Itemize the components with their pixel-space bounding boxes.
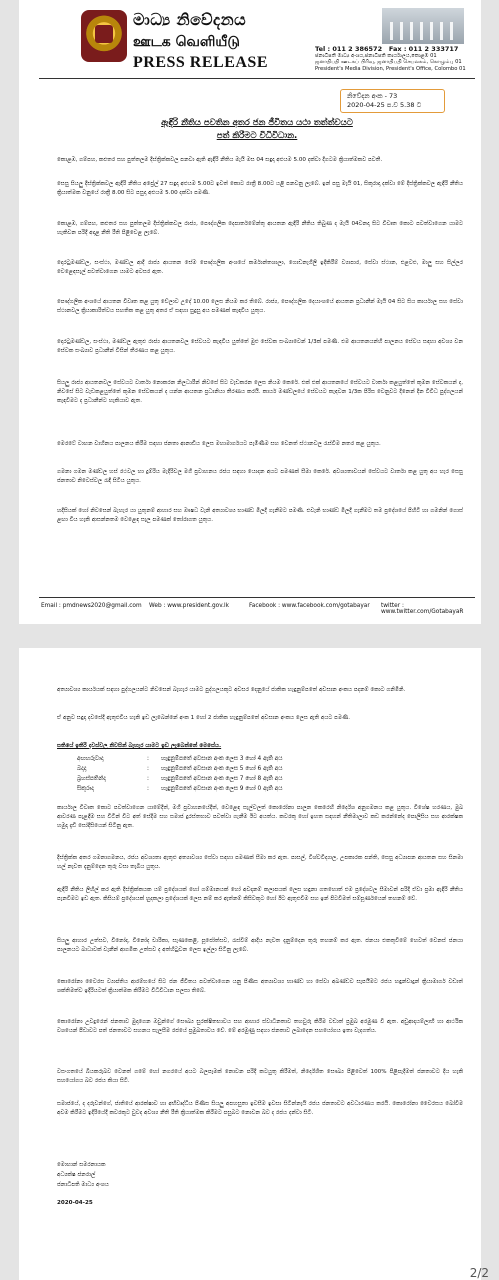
schedule-colon: : [147,766,149,772]
page-indicator: 2/2 [469,1266,489,1280]
paragraph: දොරටුමණ්ඩල, සං‍ස්ථා, මණ්ඩල ඇතුළු රාජ්‍ය ආයතනවල සේවයට කැඳවිය යුත්තේ මුළු සේවක සංඛ්‍යාවෙන් 1/3ක් පමණි. එම ආයතනයන්හි පාලනය සේවය සඳහා අවශ්‍ය වන සේවක සංඛ්‍යාව ප්‍රධානීන් විසින් තීරණය කළ යුතුය. [57,339,463,355]
press-release-page-2 [19,648,481,1280]
paragraph: වසංගතයේ බියකරුබව වෙනත් ගමේ හෝ නගරයේ අයට බලපෑමක් නොවන පරිදි කටයුතු කිරීමත්, නිර්දේශිත සෞඛ්‍ය පිළිවෙත් 100% පිළිපැදීමත් ජනතාවට දිය හැකි සහයෝගය බව රජය කියා සිටී. [57,1069,463,1085]
address-tamil: ஜனாதிபதி ஊடகப் பிரிவு, ஜனாதிபதி செயலகம், கொழும்பு 01 [315,59,462,66]
footer-divider [39,597,475,598]
schedule-text: හැඳුනුම්පතේ අවසාන අංක ලෙස 3 හෝ 4 ඇති අය [161,756,283,762]
release-number: නිවේදන අංක - 73 [347,92,398,100]
paragraph: සෙසු සියලු දිස්ත්‍රික්කවල ඇඳිරි නීතිය අප්‍රේල් 27 සඳුදා අළුයම 5.00ට ඉවත් කොට රාත්‍රී 8.00ට යළි පනවනු ලැබේ. ඉන් පසු මැයි 01, සිකුරාදා දක්වා මේ දිස්ත්‍රික්කවල ඇඳිරි නීතිය ක්‍රියාත්මක වනුයේ රාත්‍රී 8.00 සිට පසුදා අළුයම 5.00 දක්වා පමණි. [57,181,463,197]
address-english: President's Media Division, President's Office, Colombo 01 [315,65,466,72]
paragraph: මෙරටේ වාහන වාහිනය පාලනය කිරීම සඳහා ජනතා ආනාඩිය ලෙස මහාමාර්ගයට පැමිණීම සහ වෙනත් ස්ථානවල රැස්වීම නතර කළ යුතුය. [57,441,381,447]
header-divider [39,78,475,79]
release-reference-box [340,89,445,113]
signature-title: අධ්‍යක්ෂ ජනරාල් [57,1172,96,1178]
schedule-colon: : [147,776,149,782]
schedule-row [77,774,407,784]
schedule-text: හැඳුනුම්පතේ අවසාන අංක ලෙස 9 හෝ 0 ඇති අය [161,786,283,792]
schedule-text: හැඳුනුම්පතේ අවසාන අංක ලෙස 5 හෝ 6 ඇති අය [161,766,283,772]
schedule-table [77,754,407,794]
schedule-day: බ්‍රහස්පතින්දා [77,776,106,782]
schedule-row [77,764,407,774]
footer-web: Web : www.president.gov.lk [149,603,229,609]
schedule-row [77,784,407,794]
schedule-row [77,754,407,764]
signature-date: 2020-04-25 [57,1200,93,1206]
footer-twitter: twitter : www.twitter.com/GotabayaR [381,603,464,615]
paragraph: දොරටුමණ්ඩල, සං‍ස්ථා, මණ්ඩල ආදී රාජ්‍ය ආයතන සේම පෞද්ගලික අංශයේ කර්මාන්තශාලා, ගොඩනැගිලි ඉදිකිරීම් ව්‍යාපාර, සේවා ස්ථාන, එළවළු, මාලු සහ සිල්ලර වෙළෙඳසැල් පවත්වාගෙන යාමට අවසර ඇත. [57,260,463,276]
presidential-building-image [382,8,464,44]
paragraph: කාර්යාල විවෘත කොට පවත්වාගෙන යාමේදීත්, මගී ප්‍රවාහනයේදීත්, වෙළෙඳ සැල්වලත් කොරෝනා පාලන කෙරෙහි නිර්දේශ අනුගමනය කළ යුතුය. විශේෂ හරණය, මුඛ ආවරණ පැළඳීම සහ විටින් විට අත් සේදීම සහ සමාජ දුරස්තභාව පවත්වා ගැනීම ඊට අයත්ය. කවරකු හෝ ඉහත සඳහන් නීතිමාලාව කඩ කරන්නේද පොලිසිය සහ ආරක්ෂක හමුදා දැඩි සෝදිසියෙන් සිටිනු ඇත. [57,805,463,830]
paragraph: සමාජයේ, ද දරුවන්ගේ, ජාතියේ ආරක්ෂාව හා අභිවෘද්ධිය පිණිස සියලු අපහසුතා ඉවසීම ඉවසා සිටින්නැයි රජය ජනතාවට අවධාරණය කරයි. කොරෝනා වෛරසය බෝවීම අවම කිරීමට ඉදිරියේදී කවරකුට වුවද අවශ්‍ය නීති රීති ක්‍රියාත්මක කිරීමට පසුබට නොවන බව ද රජය දන්වා සිටී. [57,1101,463,1117]
release-title-line-1: ඇඳිරි නීතිය පවතින අතර ජන ජීවිතය යථා තත්ත්වයට [161,118,353,128]
paragraph: කොරෝනා වෛරස ව්‍යාප්තිය ආරම්භයේ සිට ජන ජීවිතය පවත්වාගෙන යනු පිණිස අත්‍යාවශ්‍ය භාණ්ඩ හා සේවා අඛණ්ඩව සැපයීමට රජය හඳුන්වාදුන් ක්‍රියාමාර්ග වඩාත් ශක්තිමත්ව ඉදිරියටත් ක්‍රියාත්මක කිරීමට විධිවිධාන සලසා තිබේ. [57,979,463,995]
paragraph: හදිසියක් හෝ නිවසෙන් බැහැර යා යුතුනම් ආහාර සහ ඖෂධ වැනි අත්‍යාවශ්‍ය භාණ්ඩ මිලදී ගැනීමට පමණි. එවැනි භාණ්ඩ මිලදී ගැනීමට තම ප්‍රදේශයේ පිහිටි හා ගමනින් ගොස් ළඟා විය හැකි ආසන්නතම වෙළෙඳ සැල පමණක් තෝරාගත යුතුය. [57,508,463,524]
schedule-day: අඟහරුවාදා [77,756,104,762]
tel-label: Tel [315,45,326,53]
paragraph: සියලු රාජ්‍ය ආයතනවල සේවයට වාර්තා නොකරන නිලධාරීන් නිවසේ සිට වැඩකරන ලෙස නියම කෙරේ. එක් එක් ආයතනයේ සේවයට වාර්තා කළයුත්තේ කුමන සේවකයන් ද, නිවසේ සිට වැඩකළයුත්තේ කුමන සේවකයන් ද යන්න ආයතන ප්‍රධානියා තීරණය කරයි. කාර්ය මණ්ඩලයේ සේවයට කැඳවන 1/3ක පිරිස වෙනුවට දිනෙන් දින විවිධ පුද්ගලයන් කැඳවීමට ද ප්‍රධානීන්ට හැකියාව ඇත. [57,380,463,405]
signature-name: මොහාන් සමරනායක [57,1162,106,1168]
schedule-day: බදාදා [77,766,87,772]
paragraph: කොරෝනා උවදුරෙන් ජනතාව මුදාගෙන ඔවුන්ගේ සෞඛ්‍ය සුරක්ෂිතභාවය සහ ආහාර ස්වාධීනතාව තහවුරු කිරීම වඩාත් ප්‍රමුඛ අරමුණ වී ඇත. අඩුආදායම්ලාභී හා ආර්ථික වශයෙන් පීඩාවට පත් ජනතාවට සහනය සැලසීම රජයේ ප්‍රමුඛතාවය වේ. මේ අරමුණු සඳහා ජනතාව ලබාදෙන සහයෝගය ඉතා වැදගත්ය. [57,1019,463,1035]
press-release-page-1 [19,0,481,624]
tel-value: : 011 2 386572 [327,45,383,53]
paragraph: ඇඳිරි නීතිය ලිහිල් කර ඇති දිස්ත්‍රික්කයක යම් ප්‍රදේශයක් හෝ ගම්මානයක් හෝ අවදානම් කලාපයක් ලෙස හඳුනා ගතහොත් එම ප්‍රදේශවල සීමාවන් පරිදි ඒවා ප්‍රමා ඇඳිරි නීතිය පැනවීමට ඉඩ ඇත. කිසියම් ප්‍රදේශයක් හුදකලා ප්‍රදේශයක් ලෙස නම් කර ඇත්නම් කිසිවකුට හෝ ඊට ඇතුළුවීම සහ ඉන් පිටවීමත් සම්පූර්ණයෙන් තහනම් වේ. [57,887,463,903]
footer-facebook: Facebook : www.facebook.com/gotabayar [249,603,370,609]
schedule-colon: : [147,756,149,762]
paragraph: අත්‍යාවශ්‍ය කාර්යයක් සඳහා පුද්ගලයන්ට නිවසෙන් බැහැර යාමට පුද්ගලයකුට අවසර දෙනුයේ ජාතික හැඳුනුම්පතේ අවසාන අංකය පදනම් කොට ගනිමිනි. [57,687,406,693]
schedule-day: සිකුරාදා [77,786,94,792]
paragraph: කොළඹ, ගම්පහ, කළුතර සහ පුත්තලම දිස්ත්‍රික්කවල රාජ්‍ය, පෞද්ගලික දෙපාර්තමේන්තු ආයතන ඇඳිරි නීතිය තිබුණ ද මැයි 04වනදා සිට විවෘත කොට පවත්වාගෙන යාමට හැකිවන පරිදි අදාළ නීති රීති පිළිවෙළ ලැබේ. [57,221,463,237]
header-title-sinhala: මාධ්‍ය නිවේදනය [133,10,247,29]
paragraph: ගමනා ගමන මණ්ඩල හස් රථවල හා දුම්රිය මැදිරිවල මගී ප්‍රවාහනය රජය සඳහා යොදන අයට පමණක් සීමා කෙරේ. අවශ්‍යතාවයන් සේවයට වාර්තා කළ යුතු අය හැර සෙසු ජනතාව නිවෙස්වල රැඳී සිටිය යුතුය. [57,469,463,485]
signature-office: ජනාධිපති මාධ්‍ය අංශය [57,1182,109,1188]
release-datetime: 2020-04-25 ප.ව 5.38 ට [347,101,422,109]
header-title-english: PRESS RELEASE [133,54,268,71]
paragraph: ඒ අනුව සඳුදා දවසේදී ඇතුළුවිය හැකි ඉඩ ලැබෙන්නේ අංක 1 හෝ 2 ජාතික හැඳුනුම්පතේ අවසාන අංකය ලෙස ඇති අයට පමණි. [57,715,351,721]
contact-block [315,46,477,72]
schedule-colon: : [147,786,149,792]
header-title-tamil: ஊடக வெளியீடு [133,34,240,50]
signature-block [57,1160,463,1208]
schedule-text: හැඳුනුම්පතේ අවසාන අංක ලෙස 7 හෝ 8 ඇති අය [161,776,283,782]
schedule-heading: සතියේ ඉතිරි දවස්වල නිවසින් බැහැර යාමට ඉඩ ලැබෙන්නේ මෙසේය. [57,743,222,749]
government-emblem-logo [81,10,127,62]
paragraph: පෞද්ගලික අංශයේ ආයතන විවෘත කළ යුතු වේලාව උදේ 10.00 ලෙස නියම කර තිබේ. රාජ්‍ය, පෞද්ගලික දෙයාංශයේ ආයතන ප්‍රධානීන් මැයි 04 සිට සිය කාර්යාල සහ සේවා ස්ථානවල ක්‍රියාකාරිත්වය සහතික කළ යුතු අතර ඒ සඳහා සුදුසු අය පමණක් කැඳවිය යුතුය. [57,299,463,315]
paragraph: සියලු ආහාර උත්සව, විනෝද, විනෝද චාරිකා, සැණකෙළි, පූජෝත්සව, රැස්වීම් ආදිය නැවත දැනුම්දෙන තුරු තහනම් කර ඇත. ජනයා එකතුවීමේ හෙවත් වෙනස් ජනයා පාලනයට බාධාවක් වැනීන් ආගමික උත්සව ද අත්හිටුවන ලෙස ඉල්ලා සිටිනු ලැබේ. [57,938,463,954]
paragraph: දිස්ත්‍රික්ක අතර ගමනාගමනය, රජය අවශ්‍යතා ඇතුළු අත්‍යාවශ්‍ය සේවා සඳහා පමණක් සීමා කර ඇත. පාසල්, විශ්වවිද්‍යාල, උපකාරක පන්ති, සෙසු අධ්‍යාපන ආයතන සහ සිනමා හල් නැවත දැනුම්දෙන තුරු වසා තැබිය යුතුය. [57,855,463,871]
fax-value: : 011 2 333717 [403,45,459,53]
release-title-line-2: පත් කිරීමට විධිවිධාන. [216,131,298,141]
address-sinhala: ජනාධිපති මාධ්‍ය අංශය,ජනාධිපති කාර්යාලය,කොළඹ 01 [315,52,437,59]
paragraph: කොළඹ, ගම්පහ, කළුතර සහ පුත්තලම දිස්ත්‍රික්කවල පනවා ඇති ඇඳිරි නීතිය මැයි මස 04 සඳුදා අළුයම 5.00 දක්වා දිගටම ක්‍රියාත්මකව පවතී. [57,157,383,163]
fax-label: Fax [388,45,402,53]
footer-email: Email : pmdnews2020@gmail.com [41,603,142,609]
